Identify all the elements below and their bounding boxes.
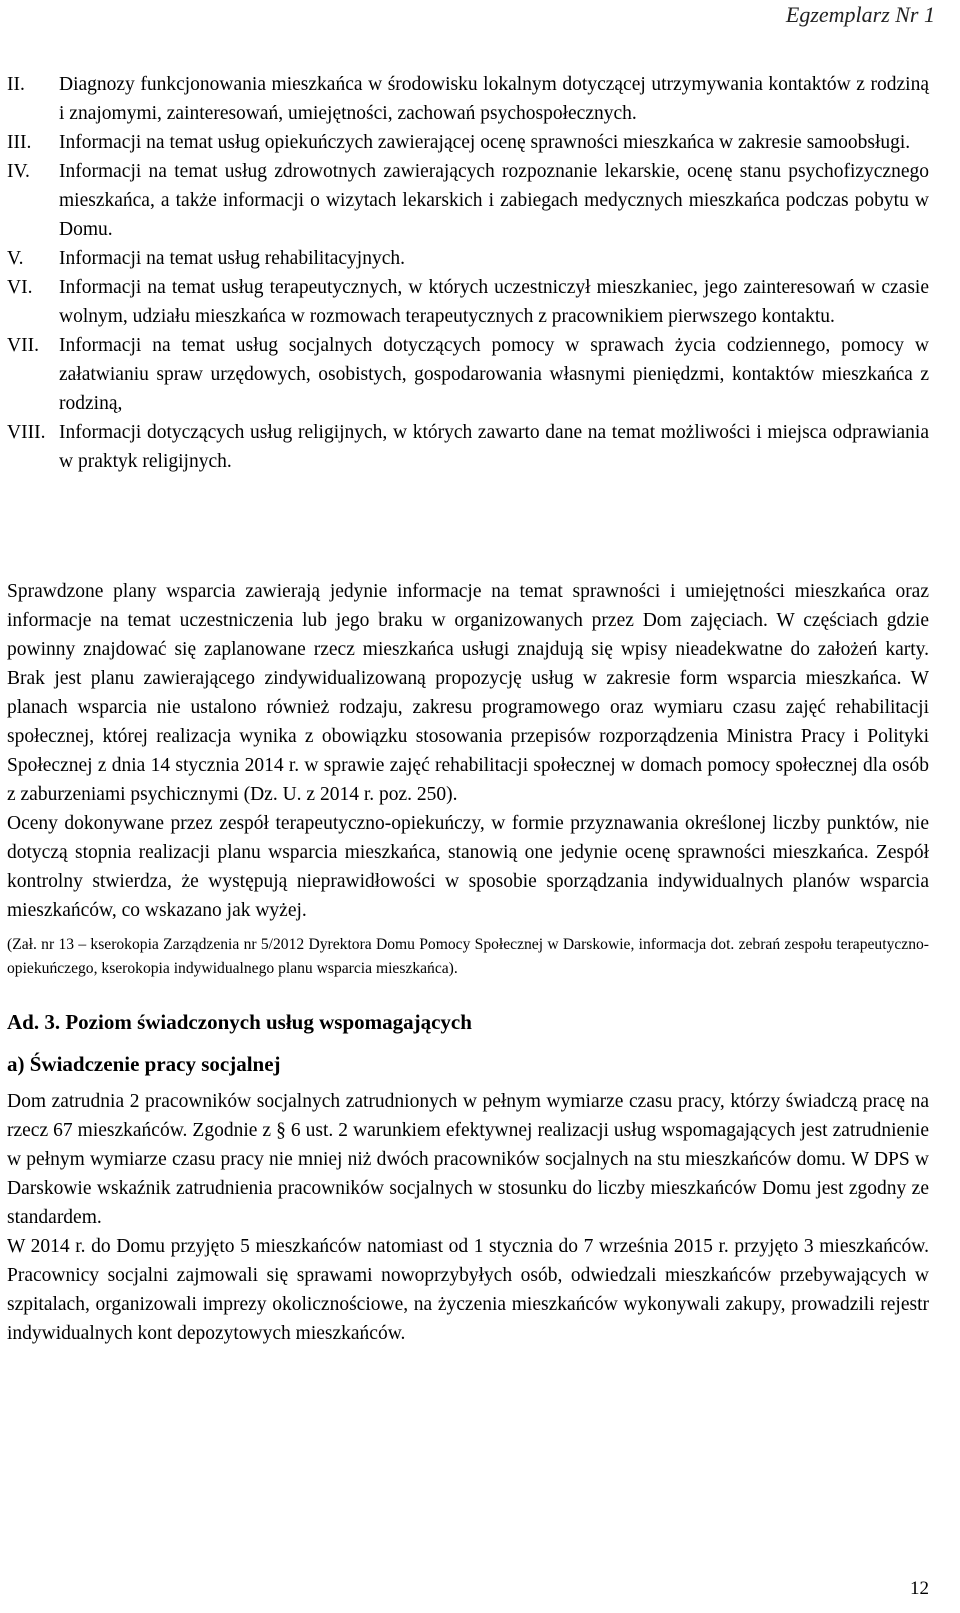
subsection-heading: a) Świadczenie pracy socjalnej <box>7 1052 281 1076</box>
list-item <box>7 418 929 476</box>
list-item-number: VI. <box>7 277 33 298</box>
list-item-number: V. <box>7 248 24 269</box>
list-item-text: Informacji na temat usług rehabilitacyjnych. <box>59 248 406 269</box>
page-number: 12 <box>910 1578 929 1599</box>
list-item <box>7 244 929 273</box>
section-heading: Ad. 3. Poziom świadczonych usług wspomagających <box>7 1010 472 1034</box>
body-paragraph: Oceny dokonywane przez zespół terapeutyczno-opiekuńczy, w formie przyznawania określonej liczby punktów, nie dotyczą stopnia realizacji planu wsparcia mieszkańca, stanowią one jedynie ocenę sprawności mieszkańca. Zespół kontrolny stwierdza, że występują nieprawidłowości w sposobie sporządzania indywidualnych planów wsparcia mieszkańców, co wskazano jak wyżej. <box>7 813 929 921</box>
page-header: Egzemplarz Nr 1 <box>785 2 935 27</box>
list-item-number: III. <box>7 132 32 153</box>
list-item <box>7 70 929 128</box>
list-item <box>7 331 929 418</box>
body-paragraph: W 2014 r. do Domu przyjęto 5 mieszkańców natomiast od 1 stycznia do 7 września 2015 r. przyjęto 3 mieszkańców. Pracownicy socjalni zajmowali się sprawami nowoprzybyłych osób, odwiedzali mieszkańców przebywających w szpitalach, organizowali imprezy okolicznościowe, na życzenia mieszkańców wykonywali zakupy, prowadzili rejestr indywidualnych kont depozytowych mieszkańców. <box>7 1236 929 1344</box>
attachment-note: (Zał. nr 13 – kserokopia Zarządzenia nr 5/2012 Dyrektora Domu Pomocy Społecznej w Darskowie, informacja dot. zebrań zespołu terapeutyczno-opiekuńczego, kserokopia indywidualnego planu wsparcia mieszkańca). <box>7 936 929 977</box>
list-item <box>7 157 929 244</box>
list-item <box>7 128 929 157</box>
list-item <box>7 273 929 331</box>
list-item-text: Informacji na temat usług zdrowotnych zawierających rozpoznanie lekarskie, ocenę stanu psychofizycznego mieszkańca, a także informacji o wizytach lekarskich i zabiegach medycznych mieszkańca podczas pobytu w Domu. <box>59 161 929 240</box>
document-body <box>7 577 929 1348</box>
list-item-number: IV. <box>7 161 30 182</box>
list-item-text: Informacji dotyczących usług religijnych, w których zawarto dane na temat możliwości i miejsca odprawiania w praktyk religijnych. <box>59 422 929 472</box>
list-item-text: Diagnozy funkcjonowania mieszkańca w środowisku lokalnym dotyczącej utrzymywania kontaktów z rodziną i znajomymi, zainteresowań, umiejętności, zachowań psychospołecznych. <box>59 74 929 124</box>
body-paragraph: Sprawdzone plany wsparcia zawierają jedynie informacje na temat sprawności i umiejętności mieszkańca oraz informacje na temat uczestniczenia lub jego braku w organizowanych przez Dom zajęciach. W częściach gdzie powinny znajdować się zaplanowane rzecz mieszkańca usługi znajdują się wpisy nieadekwatne do założeń karty. Brak jest planu zawierającego zindywidualizowaną propozycję usług w zakresie form wsparcia mieszkańca. W planach wsparcia nie ustalono również rodzaju, zakresu programowego oraz wymiaru czasu zajęć rehabilitacji społecznej, której realizacja wynika z obowiązku stosowania przepisów rozporządzenia Ministra Pracy i Polityki Społecznej z dnia 14 stycznia 2014 r. w sprawie zajęć rehabilitacji społecznej w domach pomocy społecznej dla osób z zaburzeniami psychicznymi (Dz. U. z 2014 r. poz. 250). <box>7 581 929 805</box>
list-item-number: VII. <box>7 335 39 356</box>
list-item-number: II. <box>7 74 25 95</box>
list-item-number: VIII. <box>7 422 46 443</box>
numbered-list <box>7 70 929 476</box>
list-item-text: Informacji na temat usług opiekuńczych zawierającej ocenę sprawności mieszkańca w zakresie samoobsługi. <box>59 132 911 153</box>
body-paragraph: Dom zatrudnia 2 pracowników socjalnych zatrudnionych w pełnym wymiarze czasu pracy, którzy świadczą pracę na rzecz 67 mieszkańców. Zgodnie z § 6 ust. 2 warunkiem efektywnej realizacji usług wspomagających jest zatrudnienie w pełnym wymiarze czasu pracy nie mniej niż dwóch pracowników socjalnych na stu mieszkańców domu. W DPS w Darskowie wskaźnik zatrudnienia pracowników socjalnych w stosunku do liczby mieszkańców Domu jest zgodny ze standardem. <box>7 1091 929 1228</box>
list-item-text: Informacji na temat usług socjalnych dotyczących pomocy w sprawach życia codziennego, pomocy w załatwianiu spraw urzędowych, osobistych, gospodarowania własnymi pieniędzmi, kontaktów mieszkańca z rodziną, <box>59 335 929 414</box>
list-item-text: Informacji na temat usług terapeutycznych, w których uczestniczył mieszkaniec, jego zainteresowań w czasie wolnym, udziału mieszkańca w rozmowach terapeutycznych z pracownikiem pierwszego kontaktu. <box>59 277 929 327</box>
